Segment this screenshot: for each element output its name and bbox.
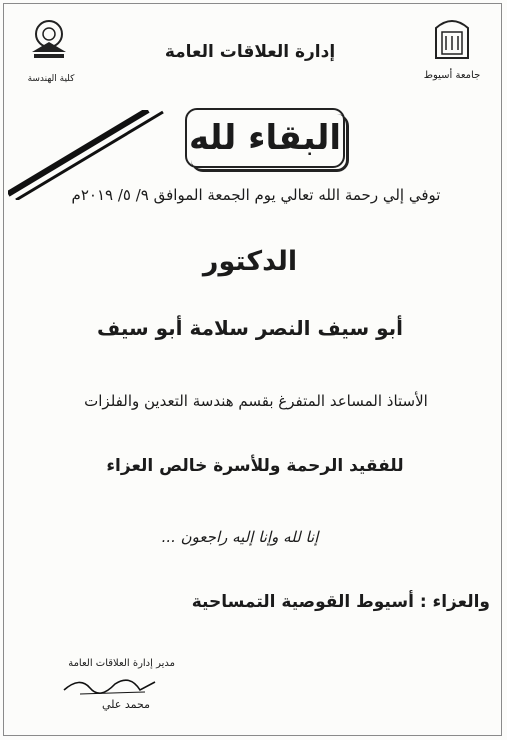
university-name: جامعة أسيوط — [423, 70, 481, 81]
faculty-name: كلية الهندسة — [27, 74, 75, 84]
condolence-line: للفقيد الرحمة وللأسرة خالص العزاء — [106, 456, 404, 476]
faculty-logo-icon — [30, 16, 68, 60]
signatory-name: محمد علي — [102, 698, 150, 711]
signature-mark — [60, 672, 160, 698]
signatory-title: مدير إدارة العلاقات العامة — [68, 658, 175, 669]
death-announcement: توفي إلي رحمة الله تعالي يوم الجمعة الموافق ٩/ ٥/ ٢٠١٩م — [71, 186, 441, 204]
banner-title: البقاء لله — [188, 118, 342, 158]
banner-box — [185, 108, 345, 168]
deceased-name: أبو سيف النصر سلامة أبو سيف — [97, 316, 403, 340]
university-logo-icon — [433, 14, 471, 60]
honorific-title: الدكتور — [202, 246, 298, 277]
funeral-location: والعزاء : أسيوط القوصية التمساحية — [191, 592, 490, 612]
department-title: إدارة العلاقات العامة — [164, 42, 336, 62]
verse-line: إنا لله وإنا إليه راجعون ... — [161, 528, 319, 546]
deceased-position: الأستاذ المساعد المتفرغ بقسم هندسة التعدين والفلزات — [84, 392, 428, 410]
